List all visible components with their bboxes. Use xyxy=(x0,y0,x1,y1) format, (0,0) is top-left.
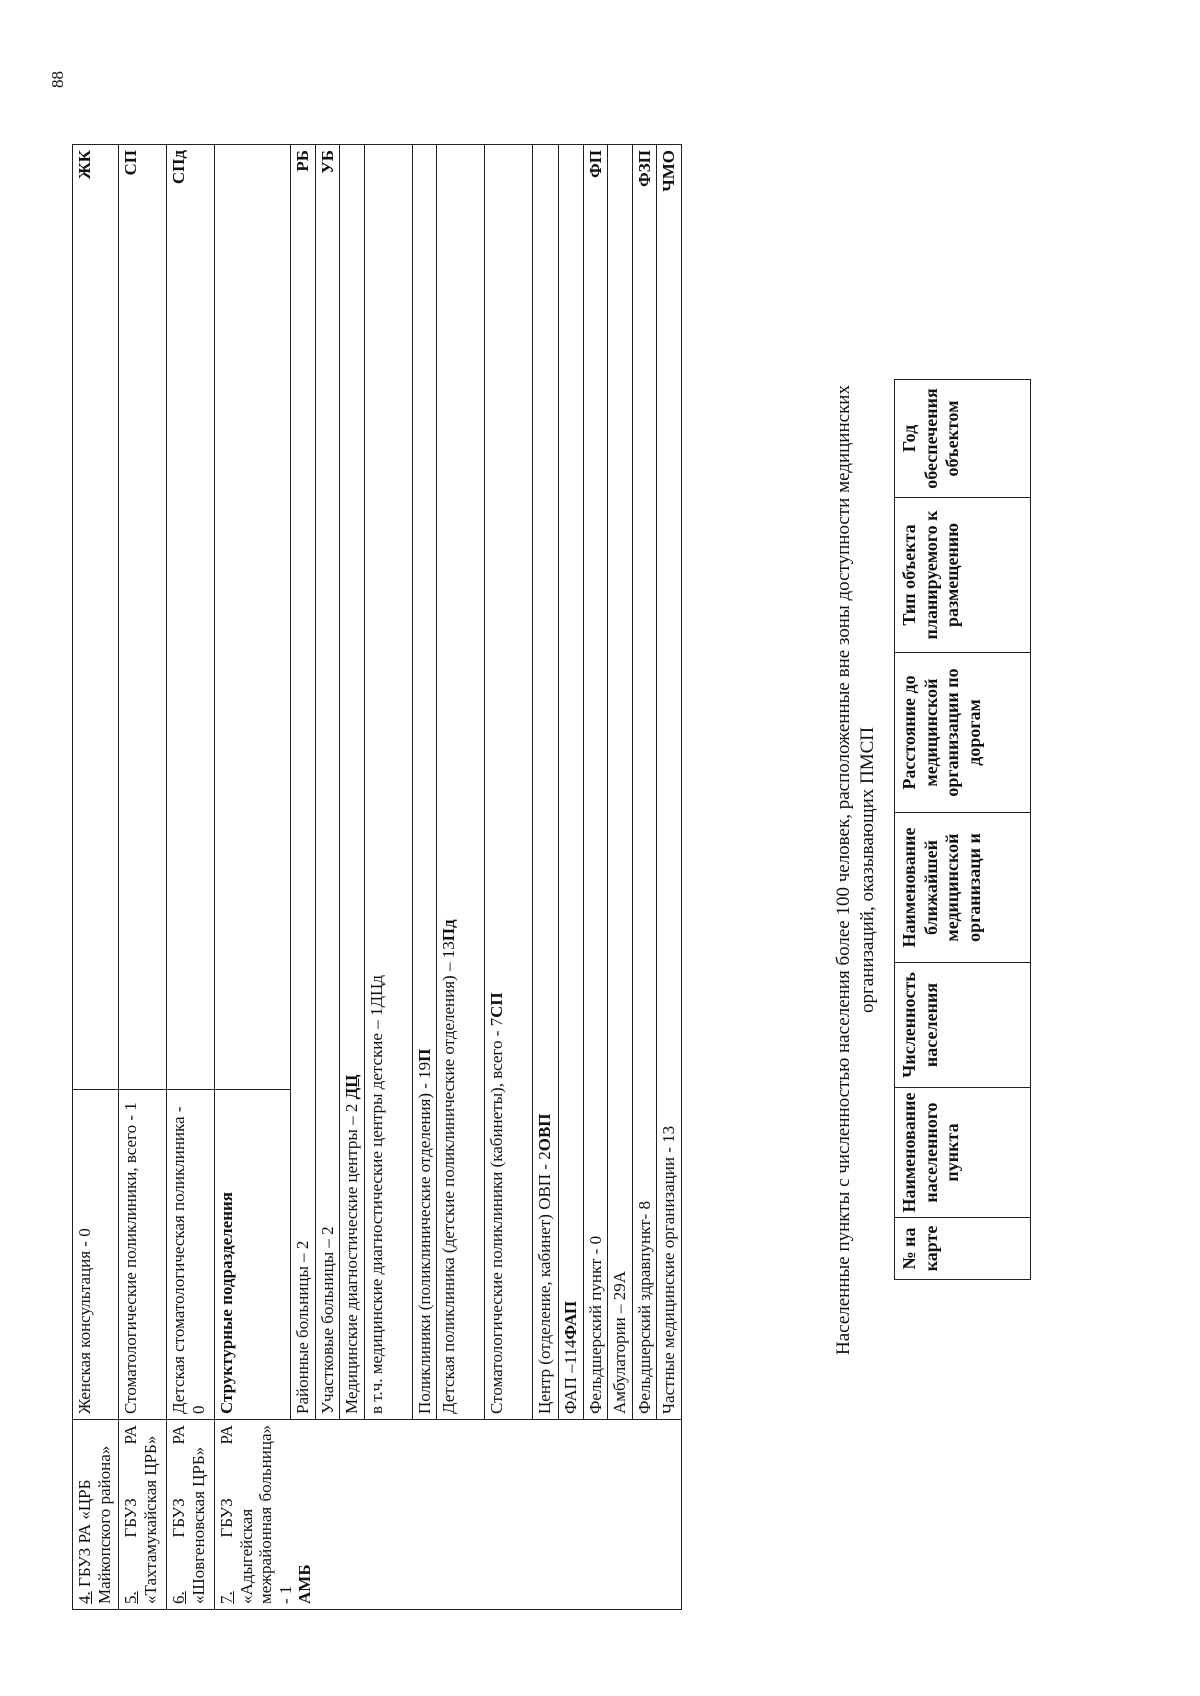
table-row xyxy=(437,145,485,1610)
table-row xyxy=(559,145,584,1610)
table-caption xyxy=(832,130,880,1610)
sub-row-cell: Центр (отделение, кабинет) ОВП - 2ОВП xyxy=(533,145,559,1420)
table-row xyxy=(657,145,682,1610)
sub-row-cell: Фельдшерский здравпункт- 8 ФЗП xyxy=(632,145,657,1420)
caption-line: Населенные пункты с численностью населения более 100 человек, расположенные вне зоны доступности медицинских xyxy=(833,385,854,1355)
table-row xyxy=(533,145,559,1610)
table-row xyxy=(608,145,633,1610)
section-heading: Структурные подразделения xyxy=(215,1090,291,1420)
table-row xyxy=(632,145,657,1610)
sub-row-cell: Детская поликлиника (детские поликлинические отделения) – 13Пд xyxy=(437,145,485,1420)
header-nearest-organization: Наименование ближайшей медицинской организаци и xyxy=(895,813,1031,963)
header-distance: Расстояние до медицинской организации по дорогам xyxy=(895,653,1031,813)
code-cell: ЖК xyxy=(73,145,119,1090)
sub-row-cell: Участковые больницы – 2 УБ xyxy=(315,145,340,1420)
table-row xyxy=(583,145,608,1610)
code-cell xyxy=(215,145,291,1090)
name-cell: Стоматологические поликлиники, всего - 1 xyxy=(119,1090,167,1420)
header-population: Численность населения xyxy=(895,963,1031,1088)
table-row xyxy=(215,145,291,1610)
code-cell: СПд xyxy=(167,145,215,1090)
org-cell: 7. ГБУЗ РА «Адыгейская межрайонная больница» - 1 АМБ xyxy=(215,1420,682,1610)
sub-row-cell: Амбулатории – 29А xyxy=(608,145,633,1420)
header-row xyxy=(895,380,1031,1280)
table-row xyxy=(119,145,167,1610)
header-object-type: Тип объекта планируемого к размещению xyxy=(895,498,1031,653)
org-cell: 4. ГБУЗ РА «ЦРБ Майкопского района» xyxy=(73,1420,119,1610)
table-row xyxy=(73,145,119,1610)
table-row xyxy=(291,145,316,1610)
table-row xyxy=(485,145,533,1610)
caption-line: организаций, оказывающих ПМСП xyxy=(856,726,878,1014)
sub-row-cell: Частные медицинские организации - 13 ЧМО xyxy=(657,145,682,1420)
sub-row-cell: Фельдшерский пункт - 0 ФП xyxy=(583,145,608,1420)
medical-organizations-table xyxy=(72,144,682,1610)
org-cell: 5. ГБУЗ РА «Тахтамукайская ЦРБ» xyxy=(119,1420,167,1610)
name-cell: Детская стоматологическая поликлиника - 0 xyxy=(167,1090,215,1420)
sub-row-cell: Поликлиники (поликлинические отделения) - 19П xyxy=(412,145,437,1420)
code-cell: СП xyxy=(119,145,167,1090)
sub-row-cell: в т.ч. медицинские диагностические центры детские – 1ДЦд xyxy=(364,145,412,1420)
org-cell: 6. ГБУЗ РА «Шовгеновская ЦРБ» xyxy=(167,1420,215,1610)
table-row xyxy=(167,145,215,1610)
rotated-page-content xyxy=(32,90,1062,1610)
sub-row-cell: Стоматологические поликлиники (кабинеты), всего - 7СП xyxy=(485,145,533,1420)
table-row xyxy=(364,145,412,1610)
header-settlement-name: Наименование населенного пункта xyxy=(895,1088,1031,1218)
table-row xyxy=(412,145,437,1610)
table-row xyxy=(340,145,365,1610)
sub-row-cell: ФАП –114ФАП xyxy=(559,145,584,1420)
header-year: Год обеспечения объектом xyxy=(895,380,1031,498)
table-row xyxy=(315,145,340,1610)
header-map-number: № на карте xyxy=(895,1218,1031,1280)
name-cell: Женская консультация - 0 xyxy=(73,1090,119,1420)
sub-row-cell: Медицинские диагностические центры – 2 ДЦ xyxy=(340,145,365,1420)
settlements-table xyxy=(894,379,1031,1280)
page-number: 88 xyxy=(48,71,67,88)
sub-row-cell: Районные больницы – 2 РБ xyxy=(291,145,316,1420)
